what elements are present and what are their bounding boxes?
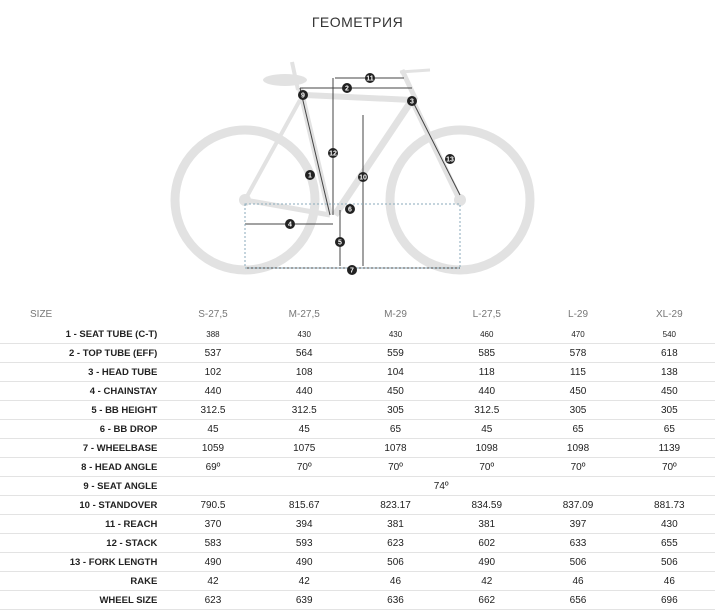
value-cell: 46 xyxy=(532,572,623,591)
page-title: ГЕОМЕТРИЯ xyxy=(311,14,404,30)
value-cell: 696 xyxy=(624,591,715,610)
value-cell: 45 xyxy=(441,420,532,439)
size-header: M-29 xyxy=(384,308,407,320)
value-cell: 370 xyxy=(167,515,258,534)
table-row xyxy=(0,363,715,382)
marker-12: 12 xyxy=(329,150,337,158)
table-row xyxy=(0,382,715,401)
value-cell: 42 xyxy=(259,572,350,591)
value-cell: 790.5 xyxy=(167,496,258,515)
value-cell-all-sizes: 74º xyxy=(167,477,715,496)
value-cell: 583 xyxy=(167,534,258,553)
value-cell: 537 xyxy=(167,344,258,363)
size-header-row xyxy=(0,303,715,325)
value-cell: 639 xyxy=(259,591,350,610)
value-cell: 1078 xyxy=(350,439,441,458)
value-cell: 1098 xyxy=(532,439,623,458)
value-cell: 656 xyxy=(532,591,623,610)
value-cell: 490 xyxy=(441,553,532,572)
value-cell: 45 xyxy=(259,420,350,439)
marker-4: 4 xyxy=(288,221,292,229)
value-cell: 118 xyxy=(441,363,532,382)
table-row xyxy=(0,401,715,420)
value-cell: 837.09 xyxy=(532,496,623,515)
size-header: XL-29 xyxy=(655,308,683,320)
value-cell: 394 xyxy=(259,515,350,534)
value-cell: 70º xyxy=(624,458,715,477)
value-cell: 578 xyxy=(532,344,623,363)
value-cell: 305 xyxy=(532,401,623,420)
marker-13: 13 xyxy=(446,156,454,164)
value-cell: 1139 xyxy=(624,439,715,458)
value-cell: 102 xyxy=(167,363,258,382)
size-column-header: SIZE xyxy=(30,308,53,320)
marker-5: 5 xyxy=(338,239,342,247)
value-cell: 65 xyxy=(624,420,715,439)
row-label: RAKE xyxy=(0,572,167,591)
value-cell: 450 xyxy=(624,382,715,401)
table-row xyxy=(0,534,715,553)
geometry-table xyxy=(0,303,715,610)
value-cell: 305 xyxy=(350,401,441,420)
value-cell: 70º xyxy=(441,458,532,477)
value-cell: 430 xyxy=(624,515,715,534)
size-header: M-27,5 xyxy=(288,308,320,320)
value-cell: 65 xyxy=(350,420,441,439)
table-row xyxy=(0,325,715,344)
row-label: 2 - TOP TUBE (EFF) xyxy=(0,344,167,363)
marker-1: 1 xyxy=(308,172,312,180)
value-cell: 460 xyxy=(441,325,532,344)
table-row xyxy=(0,496,715,515)
size-header: L-29 xyxy=(568,308,589,320)
value-cell: 69º xyxy=(167,458,258,477)
value-cell: 312.5 xyxy=(441,401,532,420)
value-cell: 440 xyxy=(441,382,532,401)
row-label: 10 - STANDOVER xyxy=(0,496,167,515)
value-cell: 662 xyxy=(441,591,532,610)
value-cell: 108 xyxy=(259,363,350,382)
value-cell: 655 xyxy=(624,534,715,553)
row-label: 3 - HEAD TUBE xyxy=(0,363,167,382)
value-cell: 881.73 xyxy=(624,496,715,515)
value-cell: 42 xyxy=(167,572,258,591)
table-row xyxy=(0,439,715,458)
value-cell: 540 xyxy=(624,325,715,344)
row-label: 13 - FORK LENGTH xyxy=(0,553,167,572)
value-cell: 70º xyxy=(350,458,441,477)
row-label: 12 - STACK xyxy=(0,534,167,553)
value-cell: 70º xyxy=(259,458,350,477)
marker-2: 2 xyxy=(345,85,349,93)
marker-6: 6 xyxy=(348,206,352,214)
value-cell: 602 xyxy=(441,534,532,553)
value-cell: 46 xyxy=(624,572,715,591)
value-cell: 623 xyxy=(350,534,441,553)
value-cell: 312.5 xyxy=(167,401,258,420)
table-row xyxy=(0,458,715,477)
value-cell: 46 xyxy=(350,572,441,591)
size-header: S-27,5 xyxy=(198,308,228,320)
value-cell: 490 xyxy=(259,553,350,572)
value-cell: 636 xyxy=(350,591,441,610)
table-row xyxy=(0,477,715,496)
value-cell: 450 xyxy=(350,382,441,401)
value-cell: 506 xyxy=(624,553,715,572)
row-label: 4 - CHAINSTAY xyxy=(0,382,167,401)
value-cell: 1059 xyxy=(167,439,258,458)
value-cell: 440 xyxy=(259,382,350,401)
value-cell: 430 xyxy=(350,325,441,344)
row-label: WHEEL SIZE xyxy=(0,591,167,610)
value-cell: 559 xyxy=(350,344,441,363)
marker-11: 11 xyxy=(366,75,374,83)
value-cell: 618 xyxy=(624,344,715,363)
value-cell: 115 xyxy=(532,363,623,382)
row-label: 7 - WHEELBASE xyxy=(0,439,167,458)
value-cell: 1098 xyxy=(441,439,532,458)
marker-9: 9 xyxy=(301,92,305,100)
value-cell: 506 xyxy=(532,553,623,572)
value-cell: 305 xyxy=(624,401,715,420)
value-cell: 1075 xyxy=(259,439,350,458)
value-cell: 138 xyxy=(624,363,715,382)
value-cell: 450 xyxy=(532,382,623,401)
value-cell: 823.17 xyxy=(350,496,441,515)
value-cell: 440 xyxy=(167,382,258,401)
value-cell: 633 xyxy=(532,534,623,553)
value-cell: 593 xyxy=(259,534,350,553)
size-header: L-27,5 xyxy=(472,308,501,320)
value-cell: 45 xyxy=(167,420,258,439)
marker-3: 3 xyxy=(410,98,414,106)
value-cell: 564 xyxy=(259,344,350,363)
value-cell: 430 xyxy=(259,325,350,344)
row-label: 11 - REACH xyxy=(0,515,167,534)
value-cell: 490 xyxy=(167,553,258,572)
value-cell: 381 xyxy=(350,515,441,534)
value-cell: 70º xyxy=(532,458,623,477)
value-cell: 388 xyxy=(167,325,258,344)
table-row xyxy=(0,591,715,610)
value-cell: 623 xyxy=(167,591,258,610)
value-cell: 65 xyxy=(532,420,623,439)
value-cell: 104 xyxy=(350,363,441,382)
table-row xyxy=(0,572,715,591)
bike-geometry-diagram xyxy=(0,0,715,300)
value-cell: 815.67 xyxy=(259,496,350,515)
row-label: 1 - SEAT TUBE (C-T) xyxy=(0,325,167,344)
marker-10: 10 xyxy=(359,174,367,182)
row-label: 9 - SEAT ANGLE xyxy=(0,477,167,496)
row-label: 8 - HEAD ANGLE xyxy=(0,458,167,477)
value-cell: 470 xyxy=(532,325,623,344)
value-cell: 397 xyxy=(532,515,623,534)
value-cell: 506 xyxy=(350,553,441,572)
table-row xyxy=(0,553,715,572)
row-label: 6 - BB DROP xyxy=(0,420,167,439)
table-row xyxy=(0,420,715,439)
value-cell: 312.5 xyxy=(259,401,350,420)
value-cell: 381 xyxy=(441,515,532,534)
table-row xyxy=(0,515,715,534)
marker-7: 7 xyxy=(350,267,354,275)
value-cell: 834.59 xyxy=(441,496,532,515)
value-cell: 585 xyxy=(441,344,532,363)
row-label: 5 - BB HEIGHT xyxy=(0,401,167,420)
table-row xyxy=(0,344,715,363)
value-cell: 42 xyxy=(441,572,532,591)
